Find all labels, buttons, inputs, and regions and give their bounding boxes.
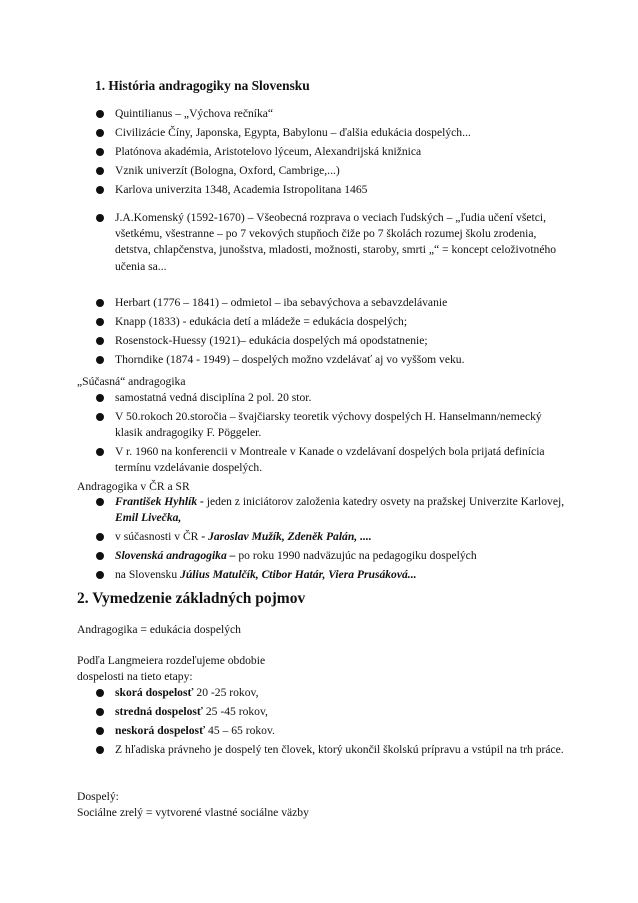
section-2-heading: 2. Vymedzenie základných pojmov bbox=[77, 590, 306, 607]
hyhlik-name: František Hyhlík - bbox=[115, 495, 204, 508]
social-definition: Sociálne zrelý = vytvorené vlastné sociálne väzby bbox=[77, 806, 309, 819]
komensky-list bbox=[95, 210, 565, 278]
present-names: - Jaroslav Mužík, Zdeněk Palán, .... bbox=[201, 530, 372, 544]
stage-name: skorá dospelosť bbox=[115, 686, 194, 699]
present-prefix: v súčasnosti v ČR bbox=[115, 530, 202, 544]
langmeier-line-2: dospelosti na tieto etapy: bbox=[77, 670, 193, 684]
history-list-2 bbox=[95, 295, 575, 371]
stage-range: 25 -45 rokov, bbox=[202, 704, 268, 718]
list-item: Platónova akadémia, Aristotelovo lýceum, Alexandrijská knižnica bbox=[95, 144, 575, 160]
list-item: Karlova univerzita 1348, Academia Istropolitana 1465 bbox=[95, 182, 575, 198]
slovak-text: po roku 1990 nadväzujúc na pedagogiku dospelých bbox=[235, 548, 477, 562]
list-item: samostatná vedná disciplína 2 pol. 20 stor. bbox=[95, 390, 565, 406]
stage-item bbox=[95, 685, 575, 701]
slovak-andragogy: Slovenská andragogika – bbox=[115, 548, 236, 562]
legal-list bbox=[95, 742, 565, 761]
history-list-1 bbox=[95, 106, 575, 200]
list-item-legal: Z hľadiska právneho je dospelý ten človek, ktorý ukončil školskú prípravu a vstúpil na trh práce. bbox=[95, 742, 565, 758]
czsk-label: Andragogika v ČR a SR bbox=[77, 480, 190, 493]
list-item-present bbox=[95, 529, 570, 545]
list-item: Knapp (1833) - edukácia detí a mládeže = edukácia dospelých; bbox=[95, 314, 575, 330]
list-item: Herbart (1776 – 1841) – odmietol – iba sebavýchova a sebavzdelávanie bbox=[95, 295, 575, 311]
list-item: V r. 1960 na konferencii v Montreale v Kanade o vzdelávaní dospelých bola prijatá definícia termínu vzdelávanie dospelých. bbox=[95, 444, 565, 476]
langmeier-text bbox=[77, 653, 265, 685]
stage-name: neskorá dospelosť bbox=[115, 723, 206, 737]
list-item: Thorndike (1874 - 1949) – dospelých možno vzdelávať aj vo vyššom veku. bbox=[95, 352, 575, 368]
slovakia-names: Július Matulčík, Ctibor Határ, Viera Prusáková... bbox=[180, 567, 417, 581]
list-item: Civilizácie Číny, Japonska, Egypta, Babylonu – ďalšia edukácia dospelých... bbox=[95, 125, 575, 141]
definition: Andragogika = edukácia dospelých bbox=[77, 623, 241, 636]
list-item: Vznik univerzít (Bologna, Oxford, Cambrige,...) bbox=[95, 163, 575, 179]
section-1-heading: 1. História andragogiky na Slovensku bbox=[95, 78, 310, 93]
stage-range: 20 -25 rokov, bbox=[193, 686, 259, 699]
list-item-hyhlik bbox=[95, 494, 570, 526]
stage-item bbox=[95, 723, 575, 739]
hyhlik-text: jeden z iniciátorov založenia katedry osvety na pražskej Univerzite Karlovej, bbox=[203, 495, 565, 508]
list-item-slovak bbox=[95, 548, 570, 564]
slovakia-prefix: na Slovensku bbox=[115, 567, 181, 581]
stage-item bbox=[95, 704, 575, 720]
czsk-list bbox=[95, 494, 570, 586]
list-item: Quintilianus – „Výchova rečníka“ bbox=[95, 106, 575, 122]
list-item: Rosenstock-Huessy (1921)– edukácia dospelých má opodstatnenie; bbox=[95, 333, 575, 349]
stage-name: stredná dospelosť bbox=[115, 704, 203, 718]
livecka-name: Emil Livečka, bbox=[115, 511, 182, 525]
current-andragogy-list bbox=[95, 390, 565, 479]
list-item: V 50.rokoch 20.storočia – švajčiarsky teoretik výchovy dospelých H. Hanselmann/nemecký klasik andragogiky F. Pöggeler. bbox=[95, 409, 565, 441]
list-item-slovakia bbox=[95, 567, 570, 583]
stage-range: 45 – 65 rokov. bbox=[205, 723, 275, 737]
stages-list bbox=[95, 685, 575, 742]
list-item-komensky: J.A.Komenský (1592-1670) – Všeobecná rozprava o veciach ľudských – „ľudia učení všetci, všetkému, všestranne – po 7 vekových stupňoch čiže po 7 školách rozumej školu zrodenia, detstva, chlapčenstva, junošstva, mladosti, možnosti, staroby, smrti „“ = koncept celoživotného učenia sa... bbox=[95, 210, 565, 275]
adult-label: Dospelý: bbox=[77, 790, 119, 803]
langmeier-line-1: Podľa Langmeiera rozdeľujeme obdobie bbox=[77, 654, 266, 667]
current-andragogy-label: „Súčasná“ andragogika bbox=[77, 375, 186, 388]
